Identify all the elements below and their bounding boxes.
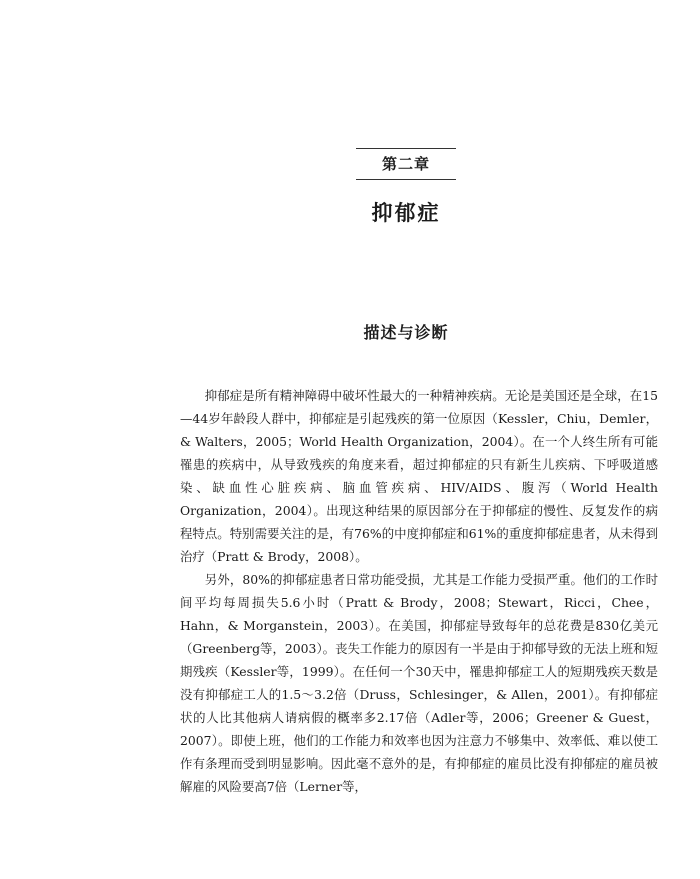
- paragraph: 抑郁症是所有精神障碍中破坏性最大的一种精神疾病。无论是美国还是全球，在15—44岁年龄段人群中，抑郁症是引起残疾的第一位原因（Kessler，Chiu，Demler，& Walters，2005；World Health Organization，2004）。在一个人终生所有可能罹患的疾病中，从导致残疾的角度来看，超过抑郁症的只有新生儿疾病、下呼吸道感染、缺血性心脏疾病、脑血管疾病、HIV/AIDS、腹泻（World Health Organization，2004）。出现这种结果的原因部分在于抑郁症的慢性、反复发作的病程特点。特别需要关注的是，有76%的中度抑郁症和61%的重度抑郁症患者，从未得到治疗（Pratt & Brody，2008）。: [180, 388, 658, 564]
- chapter-heading: [356, 148, 456, 180]
- body-text: [180, 384, 658, 798]
- chapter-number: 第二章: [381, 155, 430, 173]
- paragraph: 另外，80%的抑郁症患者日常功能受损，尤其是工作能力受损严重。他们的工作时间平均每周损失5.6小时（Pratt & Brody，2008；Stewart，Ricci，Chee，Hahn，& Morganstein，2003）。在美国，抑郁症导致每年的总花费是830亿美元（Greenberg等，2003）。丧失工作能力的原因有一半是由于抑郁导致的无法上班和短期残疾（Kessler等，1999）。在任何一个30天中，罹患抑郁症工人的短期残疾天数是没有抑郁症工人的1.5～3.2倍（Druss，Schlesinger，& Allen，2001）。有抑郁症状的人比其他病人请病假的概率多2.17倍（Adler等，2006；Greener & Guest，2007）。即使上班，他们的工作能力和效率也因为注意力不够集中、效率低、难以使工作有条理而受到明显影响。因此毫不意外的是，有抑郁症的雇员比没有抑郁症的雇员被解雇的风险要高7倍（Lerner等，: [180, 572, 658, 794]
- chapter-bottom-rule: [356, 179, 456, 180]
- section-title: 描述与诊断: [363, 323, 449, 342]
- chapter-title: 抑郁症: [371, 201, 441, 225]
